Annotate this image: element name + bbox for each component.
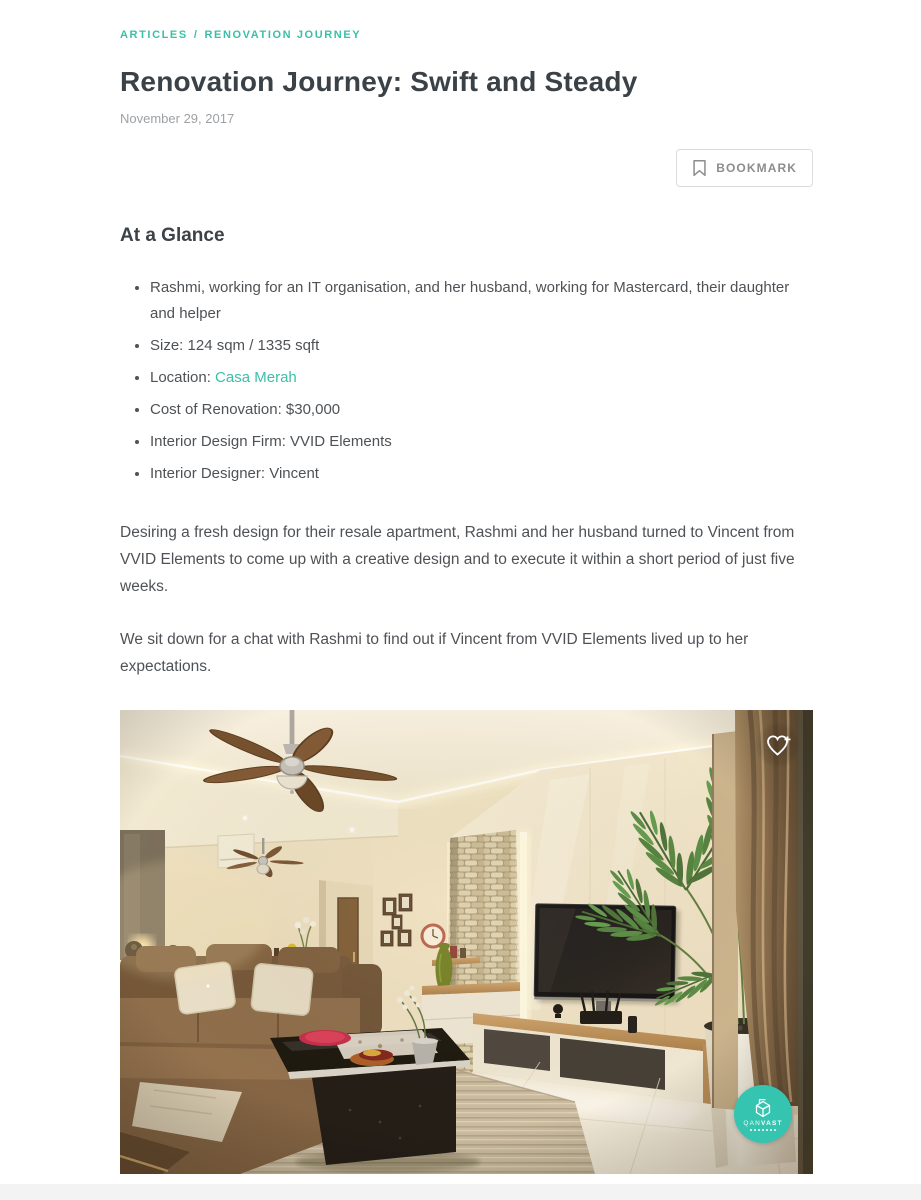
breadcrumb	[120, 0, 813, 41]
heart-plus-icon	[765, 733, 792, 758]
watermark-text: QANVAST	[743, 1120, 783, 1127]
list-item: • Size: 124 sqm / 1335 sqft	[150, 333, 813, 359]
breadcrumb-link-articles[interactable]: ARTICLES	[120, 29, 188, 41]
bookmark-button[interactable]	[676, 149, 813, 187]
hero-photo-illustration	[120, 710, 813, 1174]
breadcrumb-link-renovation-journey[interactable]: RENOVATION JOURNEY	[204, 29, 362, 41]
breadcrumb-separator: /	[193, 29, 199, 41]
glance-list	[120, 275, 813, 487]
qanvast-watermark-logo	[734, 1085, 792, 1143]
list-item	[150, 365, 813, 391]
next-section-divider	[0, 1184, 921, 1200]
list-item: • Interior Designer: Vincent	[150, 461, 813, 487]
bookmark-icon	[692, 159, 707, 177]
like-button[interactable]	[755, 722, 801, 768]
list-item: • Cost of Renovation: $30,000	[150, 397, 813, 423]
section-heading-at-a-glance: At a Glance	[120, 225, 225, 246]
list-item: • Interior Design Firm: VVID Elements	[150, 429, 813, 455]
list-item-label: Location:	[150, 369, 216, 386]
list-item: • Rashmi, working for an IT organisation, and her husband, working for Mastercard, their daughter and helper	[150, 275, 813, 327]
paragraph: Desiring a fresh design for their resale apartment, Rashmi and her husband turned to Vincent from VVID Elements to come up with a creative design and to execute it within a short period of just five weeks.	[120, 524, 795, 595]
qanvast-house-icon	[751, 1097, 775, 1119]
paragraph: We sit down for a chat with Rashmi to find out if Vincent from VVID Elements lived up to her expectations.	[120, 631, 749, 675]
location-link[interactable]: Casa Merah	[215, 369, 297, 386]
publish-date: November 29, 2017	[120, 111, 235, 126]
bookmark-label: BOOKMARK	[716, 161, 797, 175]
watermark-tagline-dashes	[750, 1129, 776, 1131]
hero-image	[120, 710, 813, 1174]
toolbar	[120, 149, 813, 187]
page-title: Renovation Journey: Swift and Steady	[120, 66, 638, 97]
article-page	[120, 0, 813, 1174]
